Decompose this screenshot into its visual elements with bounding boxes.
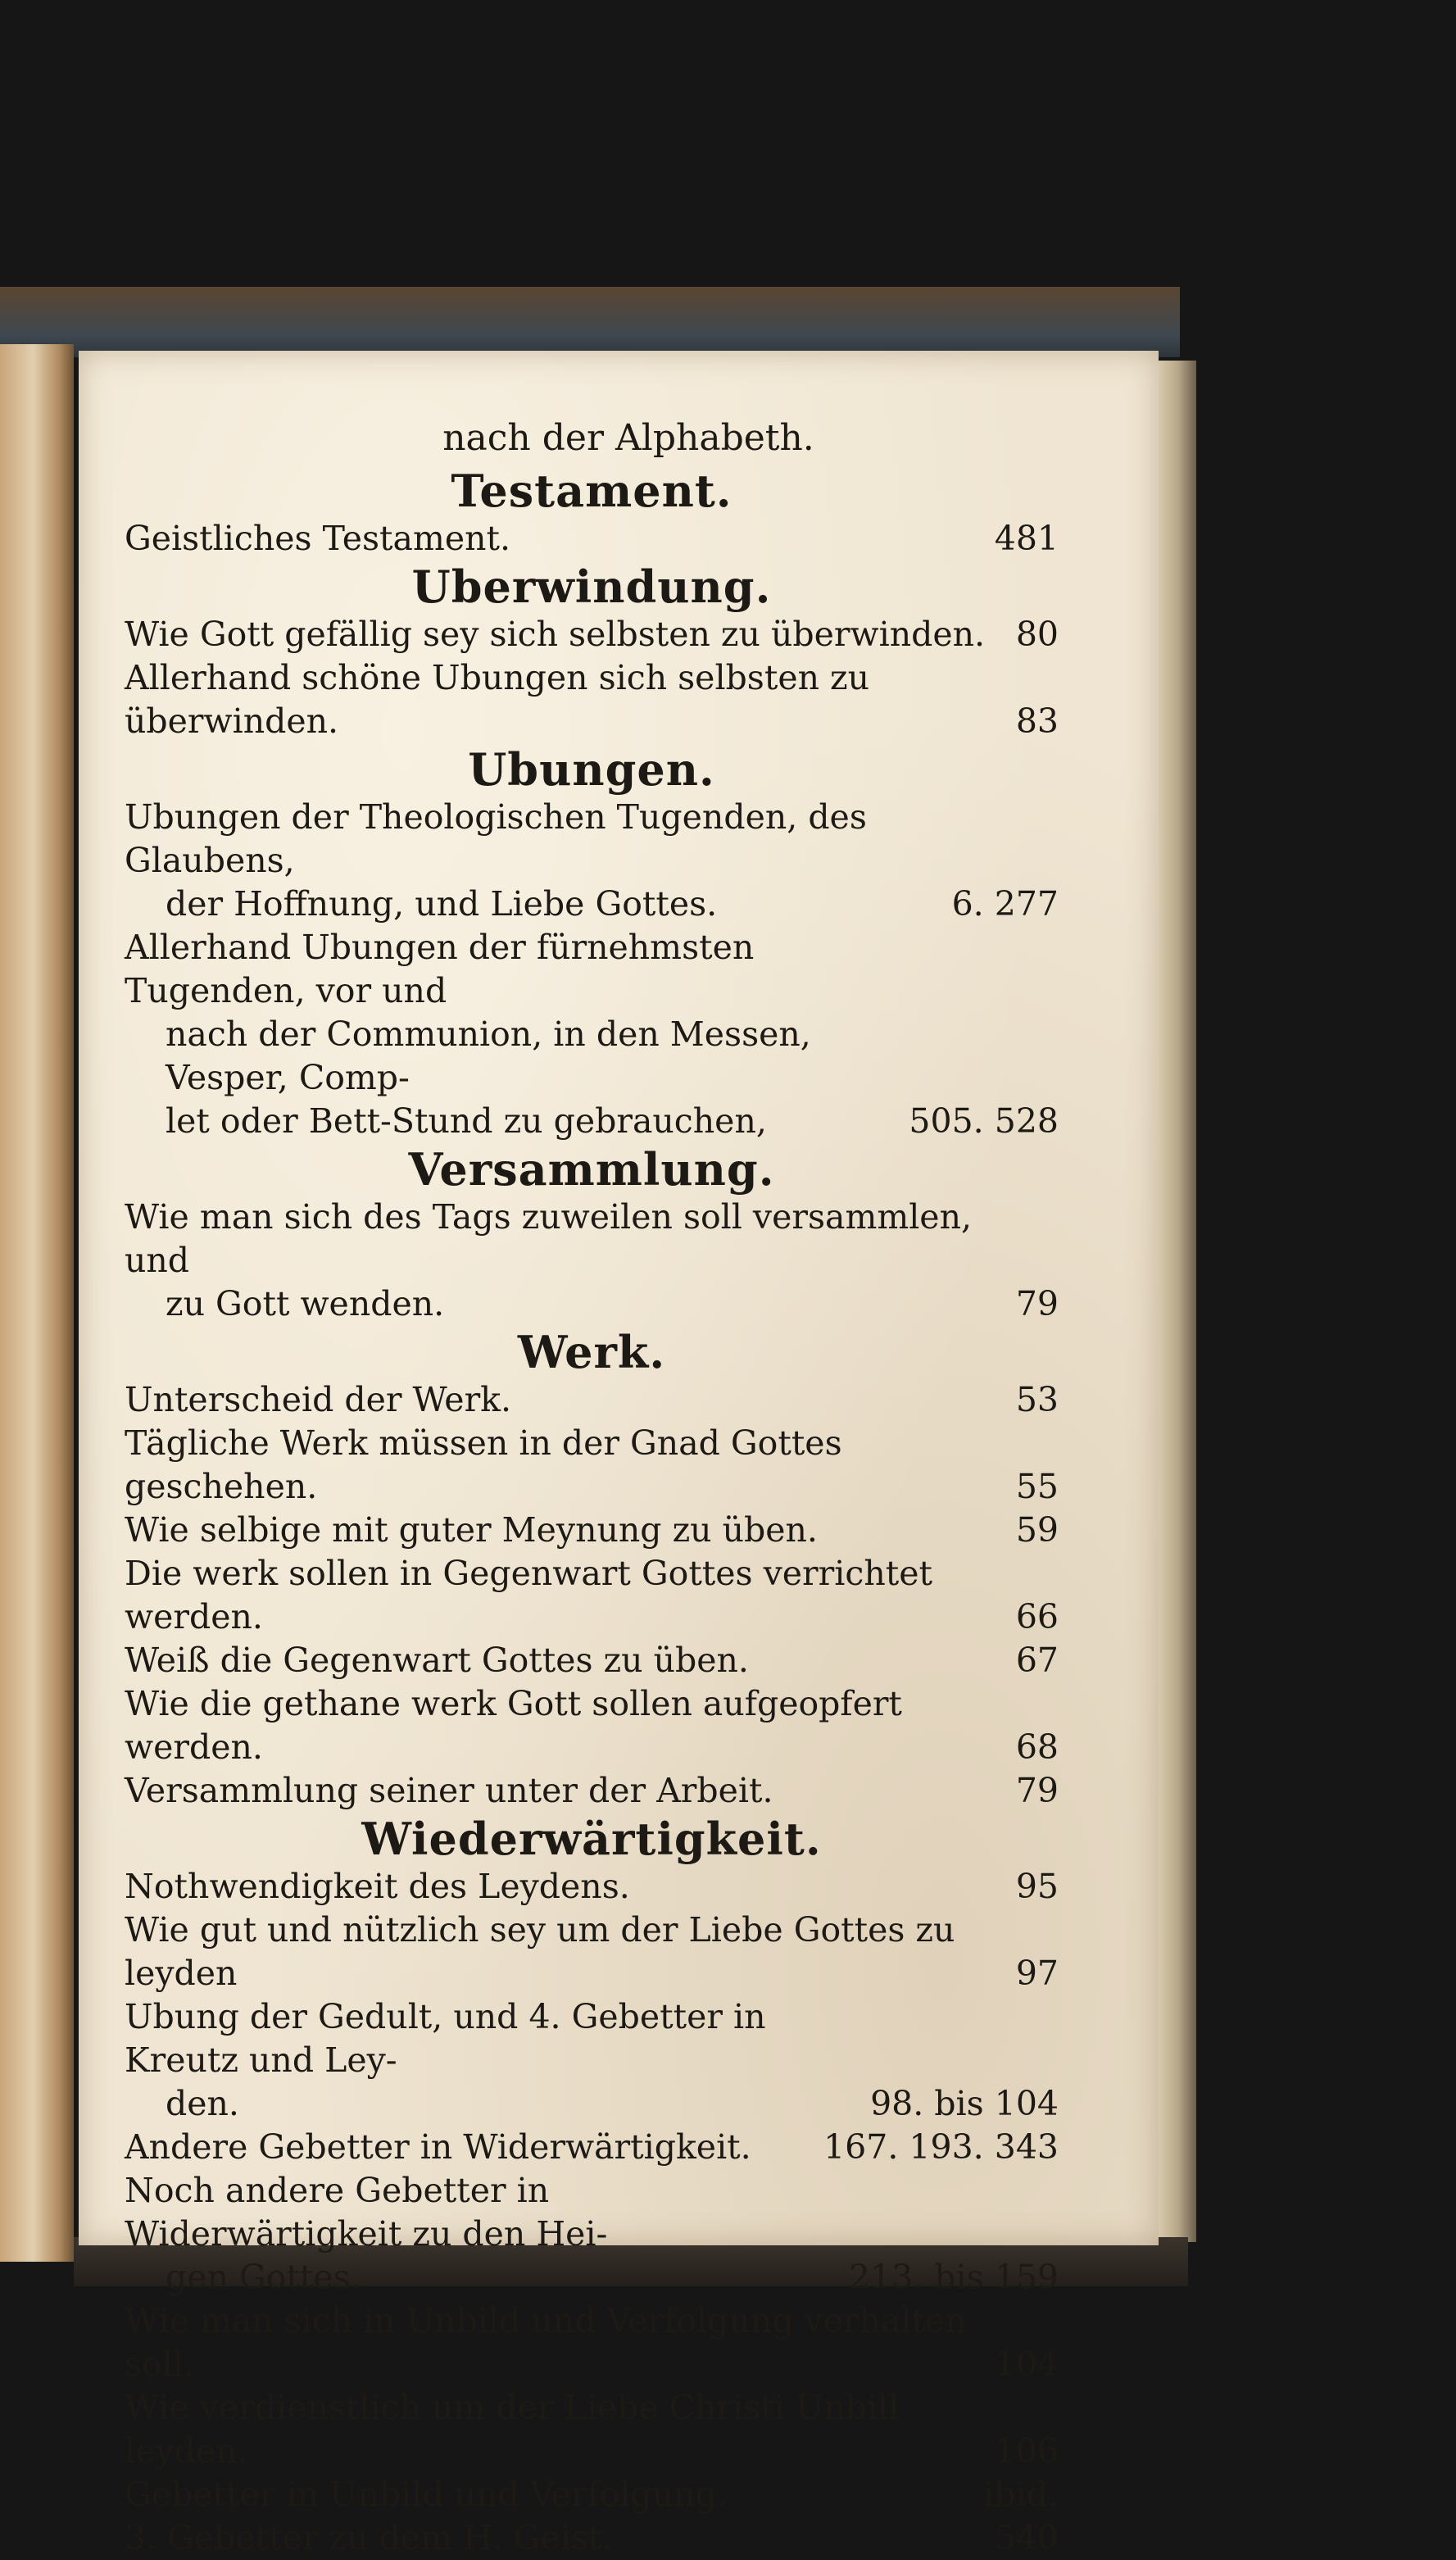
entry-line: Wie die gethane werk Gott sollen aufgeopfert werden. [125,1684,902,1767]
index-entry [125,2386,1059,2473]
entry-page-number: 55 [1015,1467,1059,1506]
left-page-edge [0,344,74,2262]
entry-line: Tägliche Werk müssen in der Gnad Gottes geschehen. [125,1423,842,1506]
index-entry [125,1865,1059,1909]
entry-page-number: 540 [994,2518,1059,2558]
index-entry [125,1552,1059,1639]
index-entry [125,1769,1059,1813]
entry-text [125,1865,990,1909]
entry-line: Weiß die Gegenwart Gottes zu üben. [125,1641,749,1680]
entry-line: Ubung der Gedult, und 4. Gebetter in Kreutz und Ley- [125,1997,766,2080]
entry-line: gen Gottes. [166,2258,361,2297]
entry-page-number: 6. 277 [951,884,1059,924]
entry-page-number: 481 [994,519,1059,558]
entry-line: Allerhand Ubungen der fürnehmsten Tugenden, vor und [125,928,755,1010]
index-entry [125,796,1059,926]
entry-line: Gebetter in Unbild und Verfolgung. [125,2475,728,2514]
entry-page-number: 79 [1015,1771,1059,1810]
index-entry [125,2169,1059,2299]
index-entry [125,1378,1059,1422]
section-heading: Ubungen. [468,743,715,796]
entry-line: Versammlung seiner unter der Arbeit. [125,1771,773,1810]
entry-line: 3. Gebetter zu dem H. Geist. [125,2518,613,2558]
entry-text [125,1639,990,1682]
entry-text [125,2299,975,2386]
running-head: nach der Alphabeth. [442,417,814,459]
entry-page-number: 104 [994,2344,1059,2384]
entry-page-number: 98. bis 104 [870,2084,1059,2123]
entry-text [125,1995,850,2126]
entry-line: let oder Bett-Stund zu gebrauchen, [166,1101,767,1141]
index-entry [125,2517,1059,2560]
index-entry [125,656,1059,743]
entry-text [125,613,990,656]
entry-text [125,1509,990,1552]
entry-line: Wie verdienstlich um der Liebe Christi Unbill leyden. [125,2388,900,2471]
entry-line: Nothwendigkeit des Leydens. [125,1867,630,1906]
entry-line: Wie selbige mit guter Meynung zu üben. [125,1510,818,1550]
index-entry [125,2473,1059,2517]
index-entry [125,2299,1059,2386]
entry-page-number: 213. bis 159 [848,2258,1059,2297]
index-content [125,414,1059,2560]
entry-line: Geistliches Testament. [125,519,511,558]
entry-text [125,796,932,926]
entry-text [125,1422,990,1509]
entry-text [125,1909,990,1995]
book-cover-top [0,287,1180,357]
index-entry [125,517,1059,561]
entry-line: nach der Communion, in den Messen, Vesper, Comp- [166,1014,811,1097]
entry-page-number: 505. 528 [909,1101,1059,1141]
section-heading: Uberwindung. [411,561,772,613]
entry-page-number: 83 [1015,701,1059,741]
entry-page-number: 79 [1015,1284,1059,1323]
entry-line: Wie Gott gefällig sey sich selbsten zu überwinden. [125,615,986,654]
entry-line: Ubungen der Theologischen Tugenden, des Glaubens, [125,797,867,880]
entry-text [125,1769,990,1813]
entry-line: Unterscheid der Werk. [125,1380,512,1419]
index-entry [125,1909,1059,1995]
entry-line: Die werk sollen in Gegenwart Gottes verrichtet werden. [125,1554,932,1636]
entry-line: Wie man sich des Tags zuweilen soll versammlen, und [125,1197,973,1280]
index-entry [125,1682,1059,1769]
index-sections [125,465,1059,2560]
entry-text [125,2473,964,2517]
entry-line: Wie man sich in Unbild und Verfolgung verhalten soll. [125,2301,967,2384]
index-entry [125,613,1059,656]
entry-line: der Hoffnung, und Liebe Gottes. [166,884,718,924]
entry-line: den. [166,2084,239,2123]
entry-page-number: 53 [1015,1380,1059,1419]
entry-page-number: 95 [1015,1867,1059,1906]
entry-text [125,517,975,561]
entry-text [125,2126,804,2169]
page-stack-edge [1159,361,1196,2242]
section-heading: Versammlung. [408,1143,775,1196]
section-heading: Wiederwärtigkeit. [361,1813,822,1865]
entry-line: Allerhand schöne Ubungen sich selbsten zu überwinden. [125,658,870,741]
index-entry [125,926,1059,1143]
entry-text [125,2386,975,2473]
entry-line: zu Gott wenden. [166,1284,445,1323]
entry-page-number: 68 [1015,1727,1059,1767]
entry-page-number: 67 [1015,1641,1059,1680]
entry-page-number: 97 [1015,1954,1059,1993]
entry-text [125,1196,990,1326]
entry-text [125,2169,829,2299]
entry-line: Noch andere Gebetter in Widerwärtigkeit zu den Hei- [125,2171,608,2254]
entry-text [125,2517,975,2560]
entry-page-number: ibid. [983,2475,1059,2514]
entry-text [125,1378,990,1422]
index-entry [125,1196,1059,1326]
index-entry [125,1422,1059,1509]
index-entry [125,1995,1059,2126]
section-heading: Testament. [451,465,733,517]
section-heading: Werk. [517,1326,666,1378]
entry-text [125,1682,990,1769]
entry-line: Andere Gebetter in Widerwärtigkeit. [125,2127,751,2167]
entry-page-number: 66 [1015,1597,1059,1636]
entry-text [125,656,990,743]
entry-page-number: 59 [1015,1510,1059,1550]
entry-text [125,1552,990,1639]
entry-page-number: 106 [994,2431,1059,2471]
entry-page-number: 167. 193. 343 [823,2127,1059,2167]
index-entry [125,1509,1059,1552]
index-entry [125,2126,1059,2169]
entry-page-number: 80 [1015,615,1059,654]
entry-line: Wie gut und nützlich sey um der Liebe Gottes zu leyden [125,1910,955,1993]
entry-text [125,926,889,1143]
index-entry [125,1639,1059,1682]
